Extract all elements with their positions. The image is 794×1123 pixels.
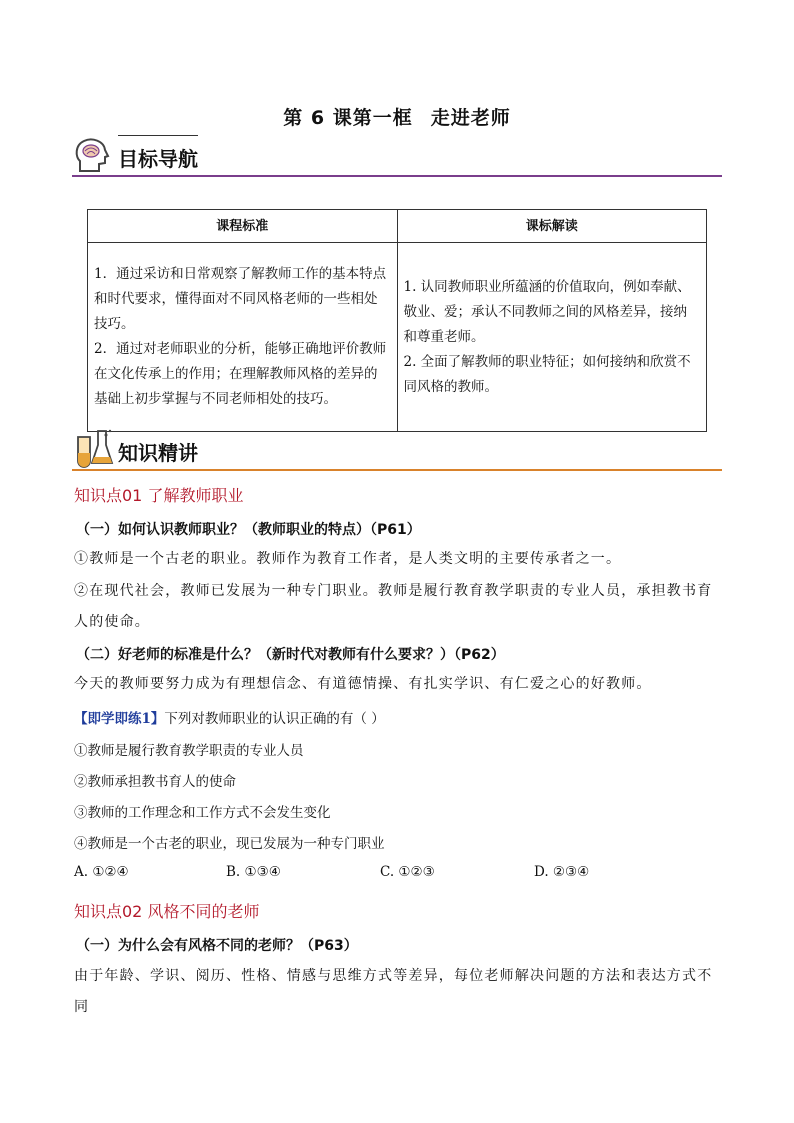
answer-option-d[interactable]: D. ②③④ (534, 864, 590, 880)
page-title: 第 6 课第一框 走进老师 (283, 107, 511, 129)
question-heading: （一）如何认识教师职业？（教师职业的特点）（P61） (76, 522, 421, 538)
answer-option-a[interactable]: A. ①②④ (74, 864, 129, 880)
section-header-goal (72, 133, 722, 177)
question-heading: （二）好老师的标准是什么？（新时代对教师有什么要求？）（P62） (76, 647, 505, 663)
exercise-tag: 【即学即练1】 (74, 711, 165, 727)
section-rule (72, 469, 722, 471)
section-title-knowledge: 知识精讲 (118, 441, 198, 465)
answer-option-b[interactable]: B. ①③④ (226, 864, 281, 880)
paragraph: ①教师是一个古老的职业。教师作为教育工作者，是人类文明的主要传承者之一。 (74, 551, 622, 567)
section-rule (72, 175, 722, 177)
interpretation-item: 2. 全面了解教师的职业特征；如何接纳和欣赏不同风格的教师。 (403, 353, 691, 395)
answer-option-c[interactable]: C. ①②③ (380, 864, 435, 880)
paragraph: 今天的教师要努力成为有理想信念、有道德情操、有扎实学识、有仁爱之心的好教师。 (74, 676, 652, 692)
knowledge-point-title: 知识点02 风格不同的老师 (74, 902, 260, 921)
standard-item: 2．通过对老师职业的分析，能够正确地评价教师在文化传承上的作用；在理解教师风格的差异的基础上初步掌握与不同老师相处的技巧。 (94, 341, 387, 407)
question-heading: （一）为什么会有风格不同的老师？（P63） (76, 938, 358, 954)
exercise-item: ②教师承担教书育人的使命 (74, 774, 236, 790)
paragraph: ②在现代社会，教师已发展为一种专门职业。教师是履行教育教学职责的专业人员，承担教书育人的使命。 (74, 583, 713, 630)
section-header-knowledge (72, 427, 722, 471)
brain-head-icon (72, 135, 112, 175)
curriculum-table (87, 209, 707, 432)
table-header: 课程标准 (88, 210, 398, 243)
table-cell-standard (88, 243, 398, 432)
paragraph: 由于年龄、学识、阅历、性格、情感与思维方式等差异，每位老师解决问题的方法和表达方式不同 (74, 968, 713, 1015)
knowledge-point-title: 知识点01 了解教师职业 (74, 486, 244, 505)
exercise-item: ④教师是一个古老的职业，现已发展为一种专门职业 (74, 836, 385, 852)
exercise-item: ③教师的工作理念和工作方式不会发生变化 (74, 805, 331, 821)
interpretation-item: 1. 认同教师职业所蕴涵的价值取向，例如奉献、敬业、爱；承认不同教师之间的风格差异，接纳和尊重老师。 (403, 278, 691, 345)
table-cell-interpretation (397, 243, 707, 432)
exercise-item: ①教师是履行教育教学职责的专业人员 (74, 743, 304, 759)
section-title-goal: 目标导航 (118, 147, 198, 171)
table-header: 课标解读 (397, 210, 707, 243)
exercise-question: 【即学即练1】下列对教师职业的认识正确的有（ ） (74, 711, 385, 727)
standard-item: 1．通过采访和日常观察了解教师工作的基本特点和时代要求，懂得面对不同风格老师的一些相处技巧。 (94, 266, 387, 332)
lab-flask-icon (72, 427, 116, 469)
header-decor-line (118, 135, 198, 136)
